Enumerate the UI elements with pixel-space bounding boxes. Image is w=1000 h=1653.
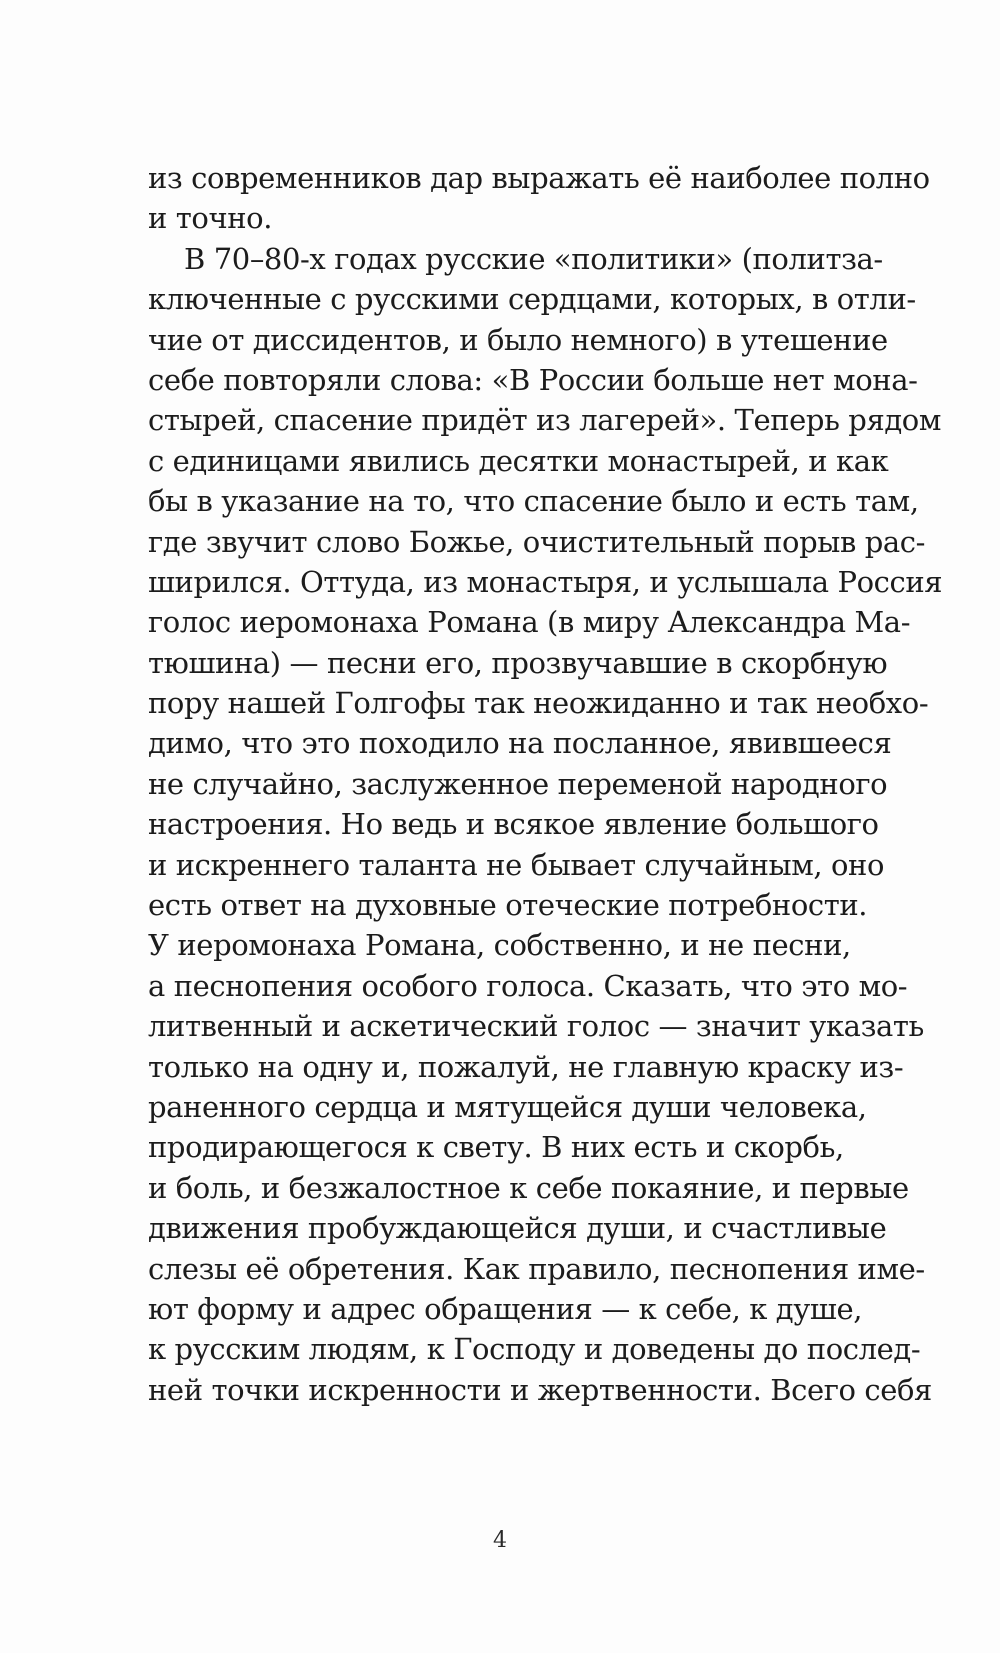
text-line: настроения. Но ведь и всякое явление большого bbox=[148, 807, 879, 842]
text-line: себе повторяли слова: «В России больше нет мона- bbox=[148, 362, 918, 397]
text-line: тюшина) — песни его, прозвучавшие в скорбную bbox=[148, 645, 888, 680]
text-line: В 70–80-х годах русские «политики» (политза- bbox=[184, 241, 883, 276]
text-line: ней точки искренности и жертвенности. Всего себя bbox=[148, 1372, 932, 1407]
text-line: ют форму и адрес обращения — к себе, к душе, bbox=[148, 1291, 863, 1326]
text-line: есть ответ на духовные отеческие потребности. bbox=[148, 888, 868, 923]
text-line: бы в указание на то, что спасение было и есть там, bbox=[148, 484, 919, 519]
text-line: чие от диссидентов, и было немного) в утешение bbox=[148, 322, 888, 357]
text-line: только на одну и, пожалуй, не главную краску из- bbox=[148, 1049, 904, 1084]
text-line: ключенные с русскими сердцами, которых, в отли- bbox=[148, 282, 916, 317]
text-line: литвенный и аскетический голос — значит указать bbox=[148, 1009, 924, 1044]
text-line: к русским людям, к Господу и доведены до послед- bbox=[148, 1332, 921, 1367]
text-line: движения пробуждающейся души, и счастливые bbox=[148, 1211, 887, 1246]
text-line: раненного сердца и мятущейся души человека, bbox=[148, 1089, 867, 1124]
text-line: голос иеромонаха Романа (в миру Александра Ма- bbox=[148, 605, 911, 640]
body-text bbox=[148, 158, 943, 1410]
text-line: слезы её обретения. Как правило, песнопения име- bbox=[148, 1251, 925, 1286]
text-line: и искреннего таланта не бывает случайным, оно bbox=[148, 847, 885, 882]
text-line: пору нашей Голгофы так неожиданно и так необхо- bbox=[148, 686, 929, 721]
text-line: У иеромонаха Романа, собственно, и не песни, bbox=[148, 928, 851, 963]
text-line: стырей, спасение придёт из лагерей». Теперь рядом bbox=[148, 403, 942, 438]
text-line: с единицами явились десятки монастырей, и как bbox=[148, 443, 889, 478]
text-line: ширился. Оттуда, из монастыря, и услышала Россия bbox=[148, 564, 943, 599]
text-line: из современников дар выражать её наиболее полно bbox=[148, 161, 930, 195]
text-line: продирающегося к свету. В них есть и скорбь, bbox=[148, 1130, 844, 1165]
text-line: где звучит слово Божье, очистительный порыв рас- bbox=[148, 524, 925, 559]
text-line: и точно. bbox=[148, 201, 273, 236]
text-line: димо, что это походило на посланное, явившееся bbox=[148, 726, 892, 761]
text-line: а песнопения особого голоса. Сказать, что это мо- bbox=[148, 968, 908, 1003]
page-number: 4 bbox=[493, 1528, 507, 1553]
text-line: и боль, и безжалостное к себе покаяние, и первые bbox=[148, 1170, 909, 1205]
text-line: не случайно, заслуженное переменой народного bbox=[148, 766, 888, 801]
